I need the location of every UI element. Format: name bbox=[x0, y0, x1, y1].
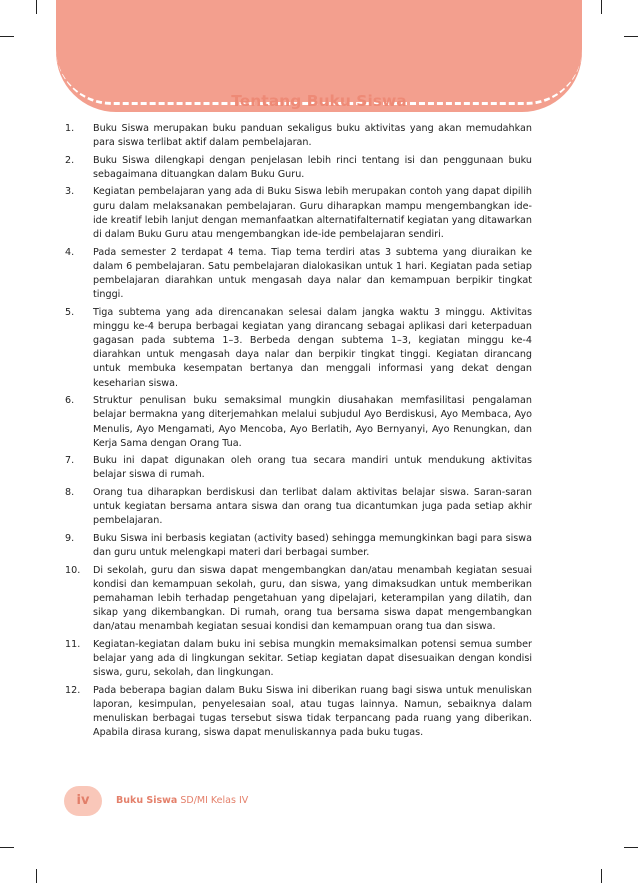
crop-mark bbox=[0, 847, 14, 848]
list-item bbox=[65, 394, 532, 451]
list-item-number: 5. bbox=[65, 306, 75, 318]
list-item bbox=[65, 185, 532, 242]
list-item-text: Di sekolah, guru dan siswa dapat mengembangkan dan/atau menambah kegiatan sesuai kondisi dan kemampuan sekolah, guru, dan siswa, yang dimaksudkan untuk memberikan pemahaman lebih terhadap pengetahuan yang dipelajari, keterampilan yang dilatih, dan sikap yang dikembangkan. Di rumah, orang tua bersama siswa dapat mengembangkan dan/atau menambah kegiatan sesuai kondisi dan kemampuan orang tua dan siswa. bbox=[93, 564, 532, 633]
list-item-number: 11. bbox=[65, 638, 81, 650]
list-item bbox=[65, 306, 532, 391]
list-item-text: Pada semester 2 terdapat 4 tema. Tiap tema terdiri atas 3 subtema yang diuraikan ke dalam 6 pembelajaran. Satu pembelajaran dialokasikan untuk 1 hari. Kegiatan pada setiap pembelajaran diarahkan untuk mengasah daya nalar dan kemampuan berpikir tingkat tinggi. bbox=[93, 246, 532, 301]
list-item-text: Orang tua diharapkan berdiskusi dan terlibat dalam aktivitas belajar siswa. Saran-saran untuk kegiatan bersama antara siswa dan orang tua dicantumkan juga pada setiap akhir pembelajaran. bbox=[93, 486, 532, 527]
list-item-number: 3. bbox=[65, 186, 75, 198]
crop-mark bbox=[624, 36, 638, 37]
list-item-number: 4. bbox=[65, 246, 75, 258]
list-item bbox=[65, 122, 532, 150]
list-item-number: 10. bbox=[65, 564, 81, 576]
footer-book-title bbox=[116, 795, 248, 806]
list-item-text: Tiga subtema yang ada direncanakan selesai dalam jangka waktu 3 minggu. Aktivitas minggu ke-4 berupa berbagai kegiatan yang dirancang sebagai aplikasi dari keterpaduan gagasan pada subtema 1–3. Berbeda dengan subtema 1–3, kegiatan minggu ke-4 diarahkan untuk mengasah daya nalar dan berpikir tingkat tinggi. Kegiatan dirancang untuk membuka kesempatan bertanya dan menggali informasi yang dekat dengan keseharian siswa. bbox=[93, 306, 532, 389]
list-item bbox=[65, 532, 532, 560]
list-item-number: 12. bbox=[65, 684, 81, 696]
banner-stitch-border bbox=[56, 0, 582, 105]
crop-mark bbox=[0, 36, 14, 37]
list-item bbox=[65, 564, 532, 635]
list-item-text: Kegiatan-kegiatan dalam buku ini sebisa mungkin memaksimalkan potensi semua sumber belajar yang ada di lingkungan sekitar. Setiap kegiatan dapat disesuaikan dengan kondisi siswa, guru, sekolah, dan lingkungan. bbox=[93, 638, 532, 679]
list-item-number: 9. bbox=[65, 532, 75, 544]
list-item bbox=[65, 486, 532, 529]
list-item-text: Pada beberapa bagian dalam Buku Siswa ini diberikan ruang bagi siswa untuk menuliskan laporan, kesimpulan, penyelesaian soal, atau tugas lainnya. Namun, sebaiknya dalam menuliskan berbagai tugas tersebut siswa tidak terpancang pada ruang yang diberikan. Apabila dirasa kurang, siswa dapat menuliskannya pada buku tugas. bbox=[93, 684, 532, 739]
crop-mark bbox=[624, 847, 638, 848]
crop-mark bbox=[601, 0, 602, 14]
about-list bbox=[65, 122, 532, 744]
footer-title-rest: SD/MI Kelas IV bbox=[177, 795, 249, 806]
list-item-number: 1. bbox=[65, 123, 75, 134]
crop-mark bbox=[601, 869, 602, 883]
list-item-number: 6. bbox=[65, 395, 75, 407]
footer-title-bold: Buku Siswa bbox=[116, 795, 178, 806]
page-number-badge: iv bbox=[64, 786, 102, 816]
list-item-number: 2. bbox=[65, 154, 75, 166]
page-title: Tentang Buku Siswa bbox=[231, 92, 407, 110]
list-item bbox=[65, 246, 532, 303]
list-item-text: Buku Siswa merupakan buku panduan sekaligus buku aktivitas yang akan memudahkan para siswa terlibat aktif dalam pembelajaran. bbox=[93, 123, 532, 149]
list-item-number: 8. bbox=[65, 486, 75, 498]
list-item-text: Buku Siswa dilengkapi dengan penjelasan lebih rinci tentang isi dan penggunaan buku sebagaimana dituangkan dalam Buku Guru. bbox=[93, 154, 532, 180]
list-item bbox=[65, 454, 532, 482]
list-item-number: 7. bbox=[65, 455, 75, 467]
list-item-text: Kegiatan pembelajaran yang ada di Buku Siswa lebih merupakan contoh yang dapat dipilih guru dalam melaksanakan pembelajaran. Guru diharapkan mampu mengembangkan ide-ide kreatif lebih lanjut dengan memanfaatkan alternatifalternatif kegiatan yang ditawarkan di dalam Buku Guru atau mengembangkan ide-ide pembelajaran sendiri. bbox=[93, 186, 532, 241]
crop-mark bbox=[36, 0, 37, 14]
crop-mark bbox=[36, 869, 37, 883]
list-item bbox=[65, 154, 532, 182]
list-item-text: Buku ini dapat digunakan oleh orang tua secara mandiri untuk mendukung aktivitas belajar siswa di rumah. bbox=[93, 455, 532, 481]
list-item-text: Struktur penulisan buku semaksimal mungkin diusahakan memfasilitasi pengalaman belajar bermakna yang diterjemahkan melalui subjudul Ayo Berdiskusi, Ayo Membaca, Ayo Menulis, Ayo Mengamati, Ayo Mencoba, Ayo Berlatih, Ayo Bernyanyi, Ayo Renungkan, dan Kerja Sama dengan Orang Tua. bbox=[93, 395, 532, 449]
list-item bbox=[65, 638, 532, 681]
list-item bbox=[65, 684, 532, 741]
list-item-text: Buku Siswa ini berbasis kegiatan (activity based) sehingga memungkinkan bagi para siswa dan guru untuk melengkapi materi dari berbagai sumber. bbox=[93, 532, 532, 559]
